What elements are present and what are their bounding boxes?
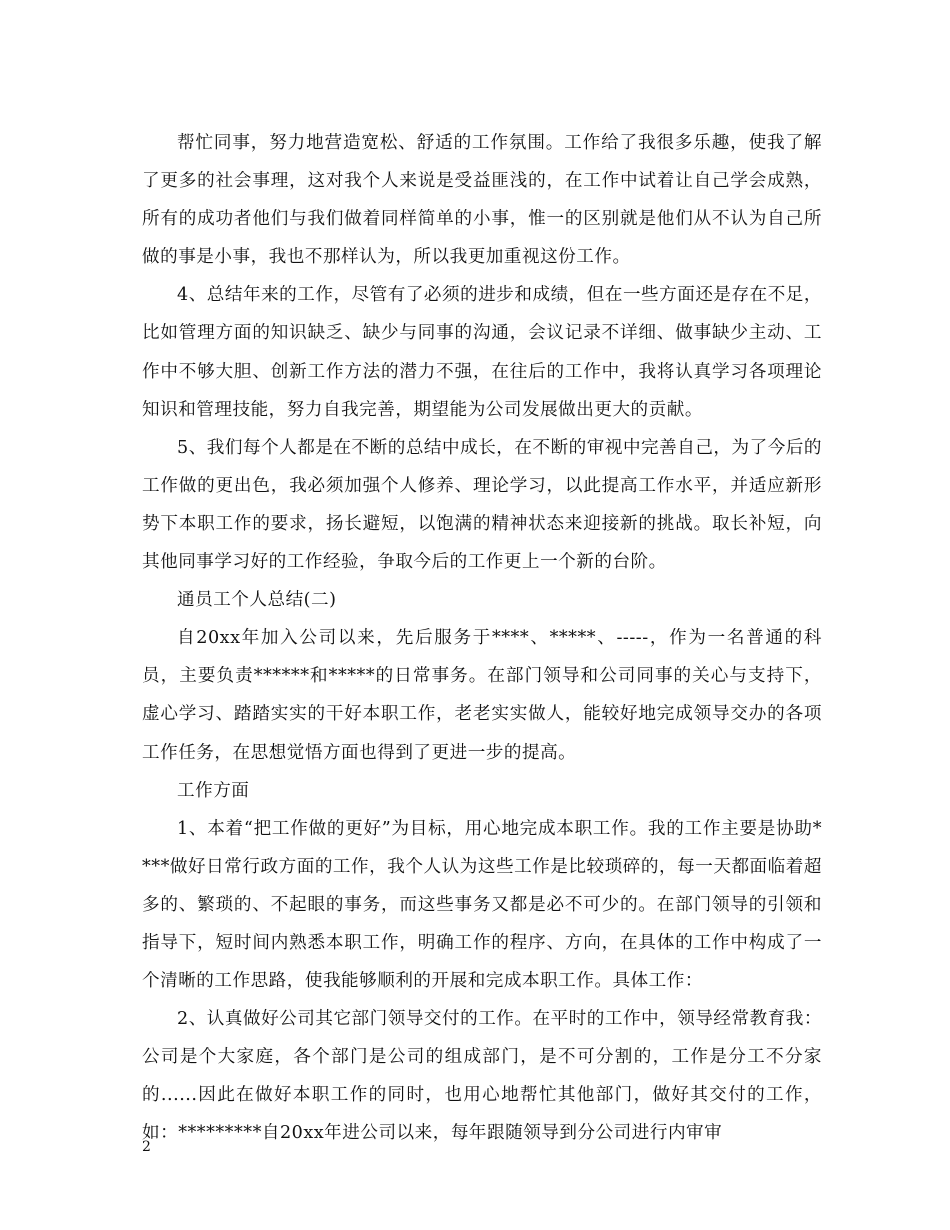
paragraph-8: 2、认真做好公司其它部门领导交付的工作。在平时的工作中，领导经常教育我：公司是个大家庭，各个部门是公司的组成部门，是不可分割的，工作是分工不分家的......因此在做好本职工作的同时，也用心地帮忙其他部门，做好其交付的工作，如：*********自20xx年进公司以来，每年跟随领导到分公司进行内审审 xyxy=(142,1009,822,1144)
page-number: 2 xyxy=(142,1139,151,1155)
section-heading-2: 通员工个人总结(二) xyxy=(177,590,337,611)
paragraph-3: 5、我们每个人都是在不断的总结中成长，在不断的审视中完善自己，为了今后的工作做的更出色，我必须加强个人修养、理论学习，以此提高工作水平，并适应新形势下本职工作的要求，扬长避短，以饱满的精神状态来迎接新的挑战。取长补短，向其他同事学习好的工作经验，争取今后的工作更上一个新的台阶。 xyxy=(142,437,822,573)
paragraph-5: 自20xx年加入公司以来，先后服务于****、*****、-----，作为一名普通的科员，主要负责******和*****的日常事务。在部门领导和公司同事的关心与支持下，虚心学习、踏踏实实的干好本职工作，老老实实做人，能较好地完成领导交办的各项工作任务，在思想觉悟方面也得到了更进一步的提高。 xyxy=(142,628,822,763)
paragraph-7: 1、本着“把工作做的更好”为目标，用心地完成本职工作。我的工作主要是协助****做好日常行政方面的工作，我个人认为这些工作是比较琐碎的，每一天都面临着超多的、繁琐的、不起眼的事务，而这些事务又都是必不可少的。在部门领导的引领和指导下，短时间内熟悉本职工作，明确工作的程序、方向，在具体的工作中构成了一个清晰的工作思路，使我能够顺利的开展和完成本职工作。具体工作： xyxy=(142,818,822,992)
subheading-work: 工作方面 xyxy=(177,780,250,801)
paragraph-2: 4、总结年来的工作，尽管有了必须的进步和成绩，但在一些方面还是存在不足，比如管理方面的知识缺乏、缺少与同事的沟通，会议记录不详细、做事缺少主动、工作中不够大胆、创新工作方法的潜力不强，在往后的工作中，我将认真学习各项理论知识和管理技能，努力自我完善，期望能为公司发展做出更大的贡献。 xyxy=(142,285,822,420)
document-body xyxy=(142,124,822,1153)
paragraph-1: 帮忙同事，努力地营造宽松、舒适的工作氛围。工作给了我很多乐趣，使我了解了更多的社会事理，这对我个人来说是受益匪浅的，在工作中试着让自己学会成熟，所有的成功者他们与我们做着同样简单的小事，惟一的区别就是他们从不认为自己所做的事是小事，我也不那样认为，所以我更加重视这份工作。 xyxy=(142,133,822,268)
